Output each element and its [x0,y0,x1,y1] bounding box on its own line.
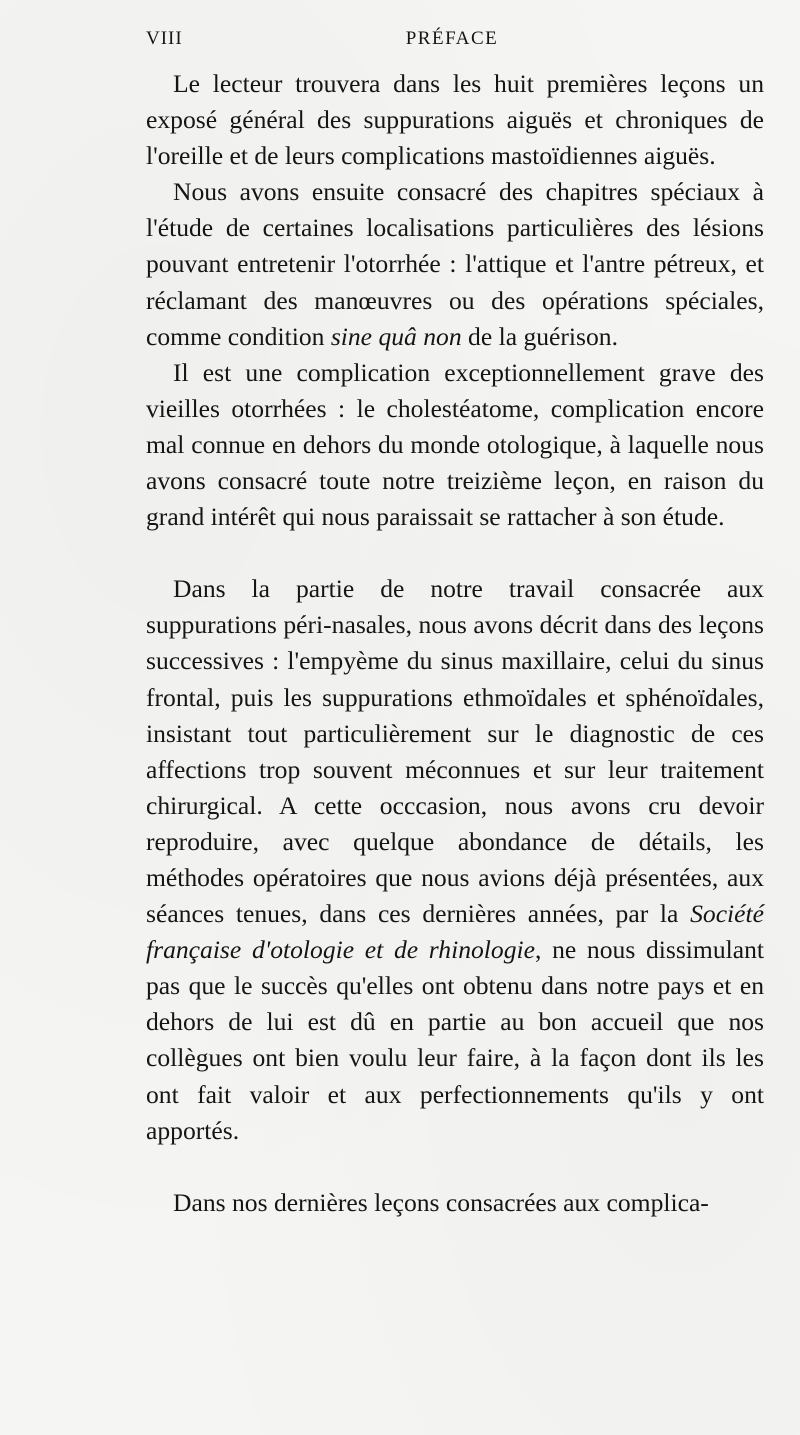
paragraph-1: Le lecteur trouvera dans les huit premières leçons un exposé général des suppurations aiguës et chroniques de l'oreille et de leurs complications mastoïdiennes aiguës. [146,69,764,171]
paragraph-2 [146,174,764,354]
running-title: PRÉFACE [405,28,499,49]
paragraph-3: Il est une complication exceptionnellement grave des vieilles otorrhées : le cholestéatome, complication encore mal connue en dehors du monde otologique, à laquelle nous avons consacré toute notre treizième leçon, en raison du grand intérêt qui nous paraissait se rattacher à son étude. [146,357,764,532]
paragraph-4-text-a: Dans la partie de notre travail consacrée aux suppurations péri-nasales, nous avons décrit dans des leçons successives : l'empyème du sinus maxillaire, celui du sinus frontal, puis les suppurations ethmoïdales et sphénoïdales, insistant tout particulièrement sur le diagnostic de ces affections trop souvent méconnues et sur leur traitement chirurgical. A cette occcasion, nous avons cru devoir reproduire, avec quelque abondance de détails, les méthodes opératoires que nous avions déjà présentées, aux séances tenues, dans ces dernières années, par la [146,574,764,929]
body-text [146,66,764,1221]
paragraph-2-text-a: Nous avons ensuite consacré des chapitres spéciaux à l'étude de certaines localisations particulières des lésions pouvant entretenir l'otorrhée : l'attique et l'antre pétreux, et réclamant des manœuvres ou des opérations spéciales, comme condition [146,177,764,351]
paragraph-4 [146,571,764,1149]
latin-phrase: sine quâ non [330,321,462,351]
society-name: Société française d'otologie et de rhinologie [146,899,764,965]
running-head [146,28,758,52]
paragraph-5: Dans nos dernières leçons consacrées aux complica- [173,1187,709,1217]
paragraph-2-text-b: de la guérison. [461,321,618,351]
page-number: VIII [146,28,183,49]
paragraph-4-text-b: , ne nous dissimulant pas que le succès qu'elles ont obtenu dans notre pays et en dehors de lui est dû en partie au bon accueil que nos collègues ont bien voulu leur faire, à la façon dont ils les ont fait valoir et aux perfectionnements qu'ils y ont apportés. [146,935,764,1145]
